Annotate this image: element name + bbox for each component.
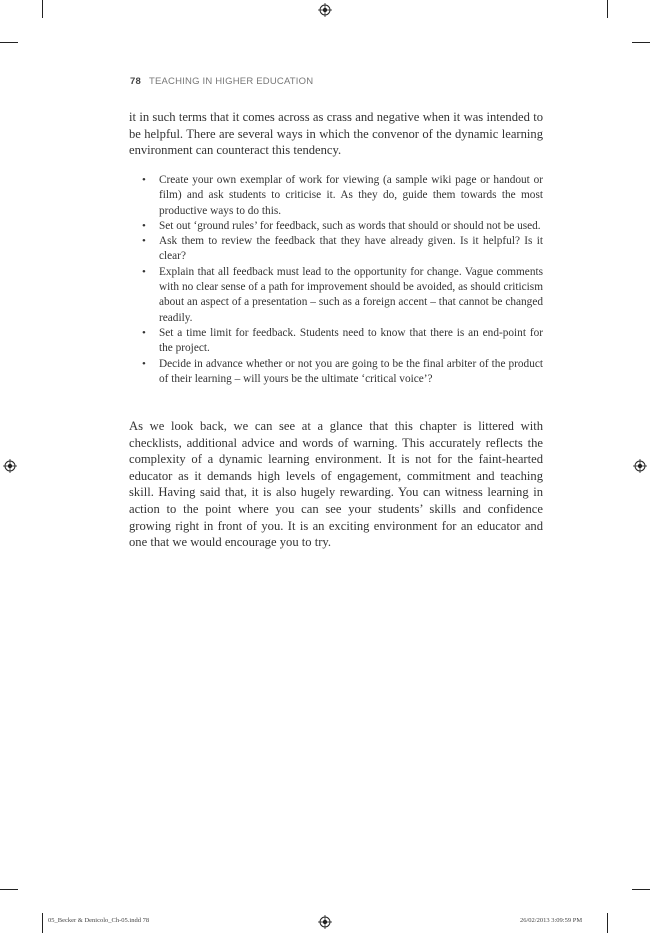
list-item-text: Explain that all feedback must lead to the opportunity for change. Vague comments with no clear sense of a path for improvement should be avoided, as should criticism about an aspect of a presentation – such as a foreign accent – that cannot be changed readily. bbox=[159, 265, 543, 324]
bullet-icon: • bbox=[142, 235, 146, 248]
bullet-icon: • bbox=[142, 326, 146, 339]
registration-mark-icon bbox=[633, 459, 647, 473]
page-number: 78 bbox=[130, 76, 141, 87]
bullet-icon: • bbox=[142, 265, 146, 278]
list-item bbox=[142, 234, 543, 265]
bullet-icon: • bbox=[142, 219, 146, 232]
list-item-text: Ask them to review the feedback that they have already given. Is it helpful? Is it clear? bbox=[159, 235, 543, 263]
crop-mark-bottom-right-horizontal bbox=[632, 889, 650, 890]
crop-mark-bottom-left-vertical bbox=[42, 913, 43, 933]
list-item-text: Set out ‘ground rules’ for feedback, such as words that should or should not be used. bbox=[159, 219, 541, 232]
running-title: TEACHING IN HIGHER EDUCATION bbox=[148, 76, 314, 87]
registration-mark-icon bbox=[3, 459, 17, 473]
list-item bbox=[142, 173, 543, 219]
feedback-guidelines-list bbox=[142, 173, 543, 387]
registration-mark-icon bbox=[318, 915, 332, 929]
list-item-text: Create your own exemplar of work for viewing (a sample wiki page or handout or film) and ask students to criticise it. As they do, guide them towards the most productive ways to do this. bbox=[159, 174, 543, 217]
bullet-icon: • bbox=[142, 357, 146, 370]
list-item bbox=[142, 326, 543, 357]
intro-paragraph: it in such terms that it comes across as crass and negative when it was intended to be helpful. There are several ways in which the convenor of the dynamic learning environment can counteract this tendency. bbox=[129, 110, 543, 158]
registration-mark-icon bbox=[318, 3, 332, 17]
list-item-text: Set a time limit for feedback. Students need to know that there is an end-point for the project. bbox=[159, 326, 543, 355]
footer-timestamp: 26/02/2013 3:09:59 PM bbox=[520, 917, 583, 924]
crop-mark-bottom-left-horizontal bbox=[0, 889, 18, 890]
bullet-icon: • bbox=[142, 174, 146, 186]
crop-mark-bottom-right-vertical bbox=[607, 913, 608, 933]
list-item-text: Decide in advance whether or not you are going to be the final arbiter of the product of their learning – will yours be the ultimate ‘critical voice’? bbox=[159, 357, 543, 385]
crop-mark-top-right-horizontal bbox=[632, 42, 650, 43]
list-item bbox=[142, 265, 543, 326]
closing-paragraph: As we look back, we can see at a glance that this chapter is littered with checklists, additional advice and words of warning. This accurately reflects the complexity of a dynamic learning environment. It is not for the faint-hearted educator as it demands high levels of engagement, commitment and teaching skill. Having said that, it is also hugely rewarding. You can witness learning in action to the point where you can see your students’ skills and confidence growing right in front of you. It is an exciting environment for an educator and one that we would encourage you to try. bbox=[129, 419, 543, 550]
crop-mark-top-right-vertical bbox=[607, 0, 608, 18]
crop-mark-top-left-horizontal bbox=[0, 42, 18, 43]
crop-mark-top-left-vertical bbox=[42, 0, 43, 18]
running-header bbox=[130, 76, 313, 87]
list-item bbox=[142, 357, 543, 388]
footer-file-name: 05_Becker & Denicolo_Ch-05.indd 78 bbox=[48, 917, 150, 924]
list-item bbox=[142, 219, 543, 234]
